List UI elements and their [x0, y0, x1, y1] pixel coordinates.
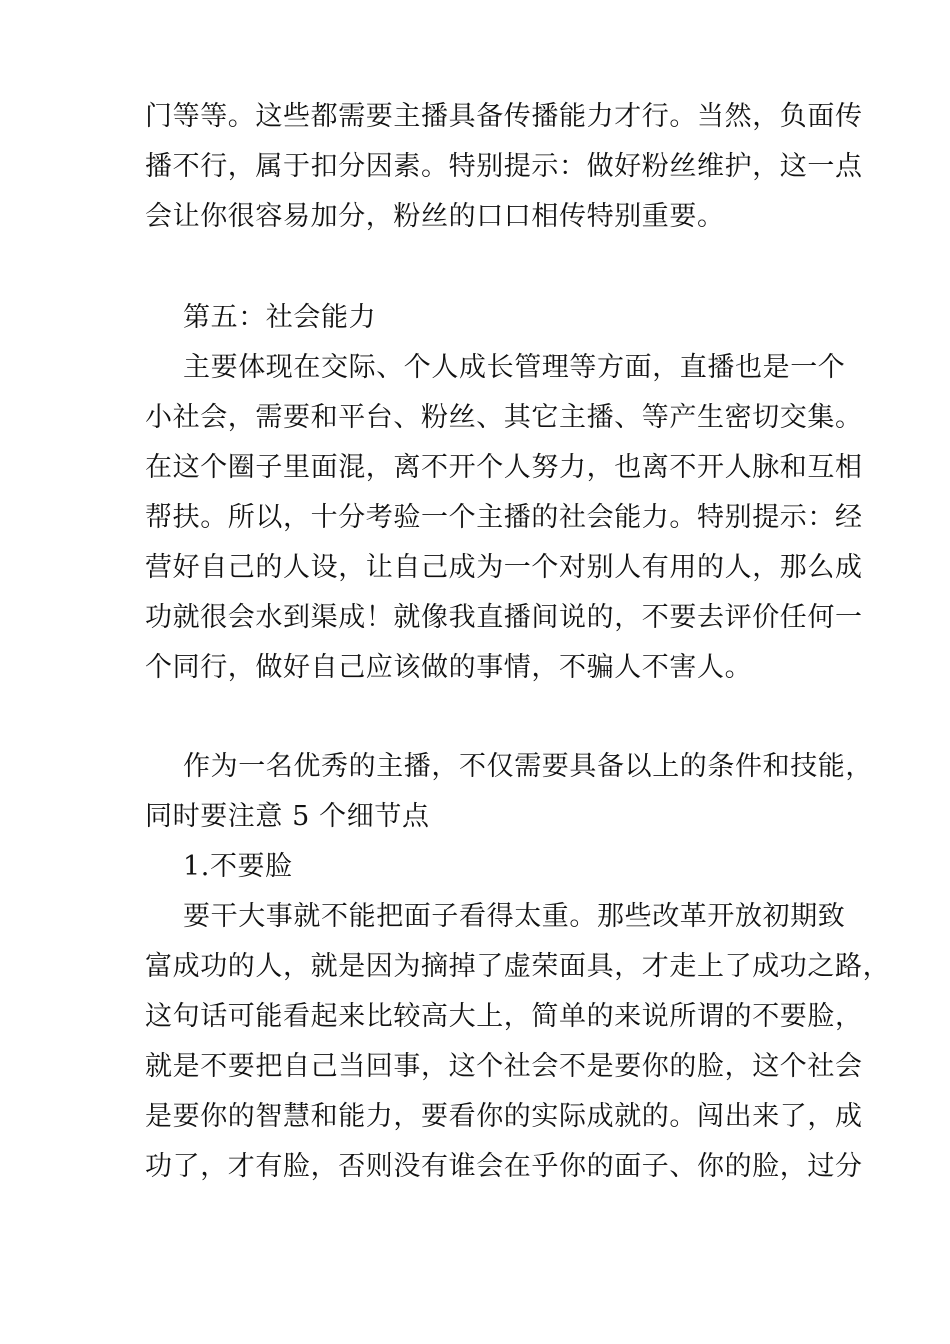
text-line: 这句话可能看起来比较高大上，简单的来说所谓的不要脸， [145, 1001, 863, 1032]
text-line: 帮扶。所以，十分考验一个主播的社会能力。特别提示：经 [145, 502, 863, 533]
text-line: 功了，才有脸，否则没有谁会在乎你的面子、你的脸，过分 [145, 1151, 863, 1182]
text-line: 主要体现在交际、个人成长管理等方面，直播也是一个 [183, 352, 846, 383]
text-line: 功就很会水到渠成！就像我直播间说的，不要去评价任何一 [145, 602, 863, 633]
text-line: 个同行，做好自己应该做的事情，不骗人不害人。 [145, 652, 753, 683]
text-line: 富成功的人，就是因为摘掉了虚荣面具，才走上了成功之路， [145, 951, 891, 982]
text-line: 是要你的智慧和能力，要看你的实际成就的。闯出来了，成 [145, 1101, 863, 1132]
text-line: 同时要注意 5 个细节点 [145, 801, 430, 832]
text-line: 门等等。这些都需要主播具备传播能力才行。当然，负面传 [145, 101, 863, 132]
text-line: 作为一名优秀的主播，不仅需要具备以上的条件和技能， [183, 751, 873, 782]
section-heading: 第五：社会能力 [183, 302, 377, 333]
text-line: 就是不要把自己当回事，这个社会不是要你的脸，这个社会 [145, 1051, 863, 1082]
text-line: 小社会，需要和平台、粉丝、其它主播、等产生密切交集。 [145, 402, 863, 433]
text-line: 要干大事就不能把面子看得太重。那些改革开放初期致 [183, 901, 846, 932]
text-line: 营好自己的人设，让自己成为一个对别人有用的人，那么成 [145, 552, 863, 583]
text-line: 会让你很容易加分，粉丝的口口相传特别重要。 [145, 201, 725, 232]
text-line: 在这个圈子里面混，离不开个人努力，也离不开人脉和互相 [145, 452, 863, 483]
text-line: 播不行，属于扣分因素。特别提示：做好粉丝维护，这一点 [145, 151, 863, 182]
subsection-heading: 1.不要脸 [183, 851, 293, 882]
